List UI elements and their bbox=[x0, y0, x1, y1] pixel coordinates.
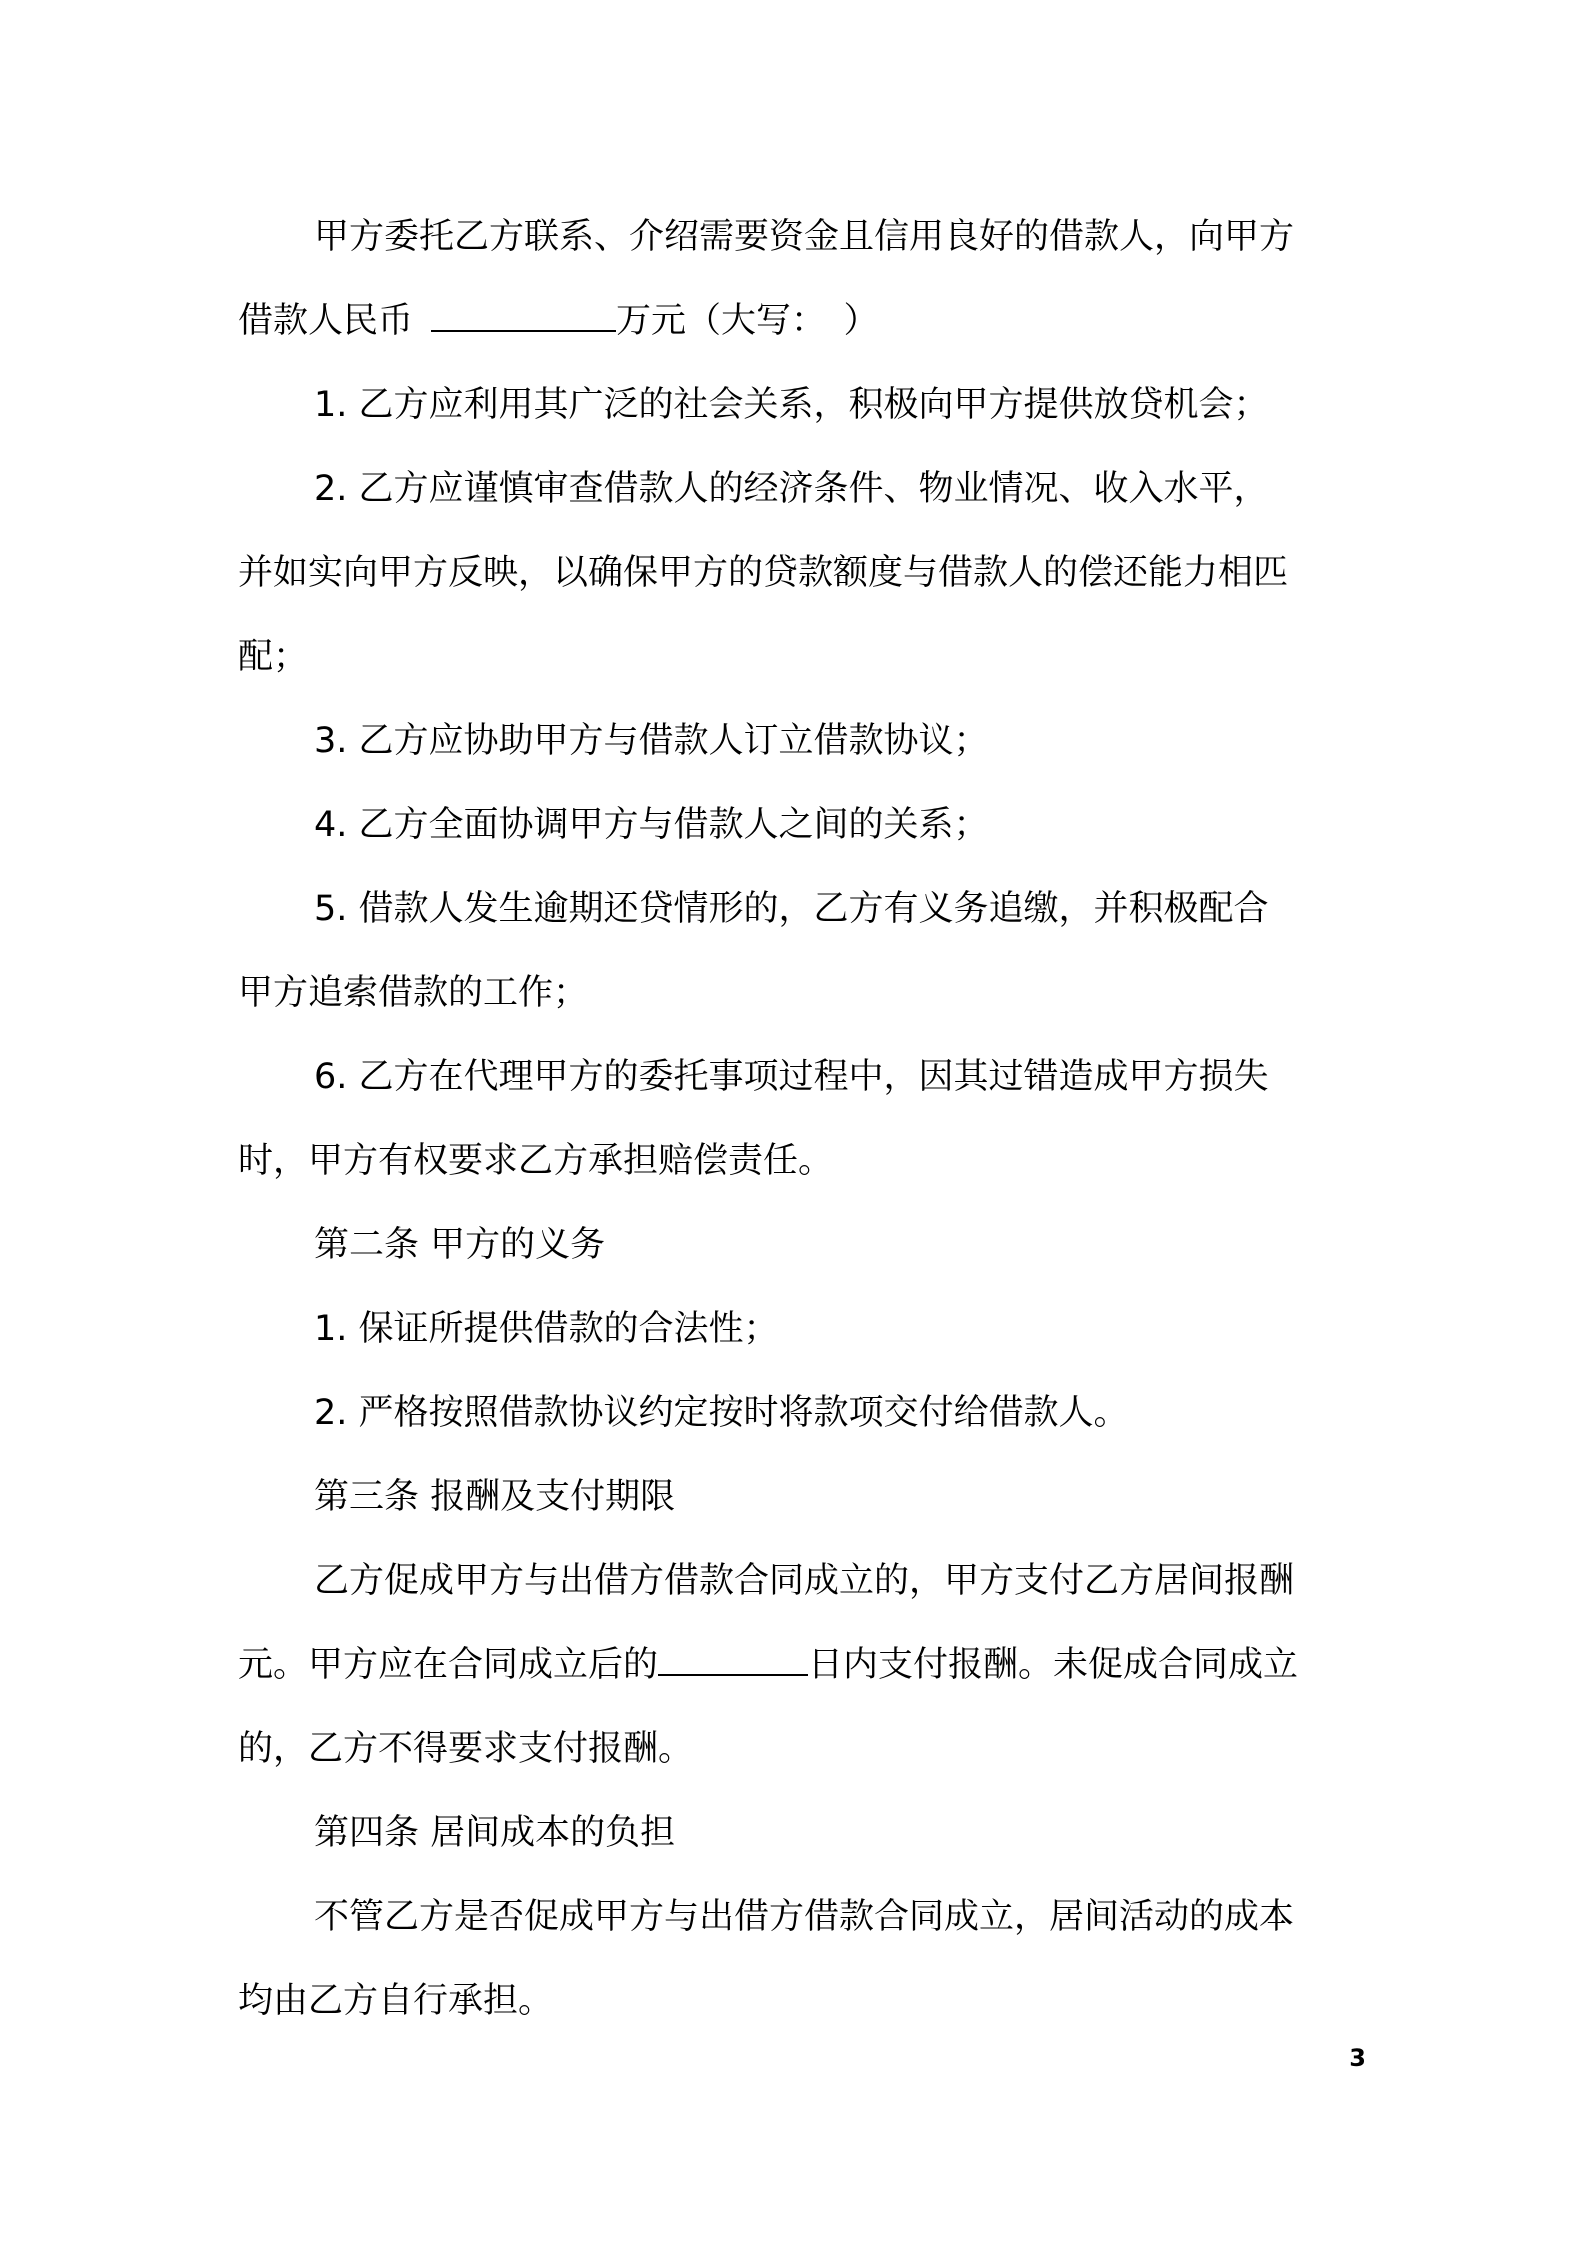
article-2-heading: 第二条 甲方的义务 bbox=[314, 1225, 606, 1265]
loan-amount-suffix: 万元（大写： ） bbox=[616, 301, 879, 341]
obligation-item-2-line-2: 并如实向甲方反映，以确保甲方的贷款额度与借款人的偿还能力相匹 bbox=[238, 553, 1289, 593]
article-4-text-line-2: 均由乙方自行承担。 bbox=[238, 1981, 554, 2021]
obligation-item-2-line-1: 2. 乙方应谨慎审查借款人的经济条件、物业情况、收入水平， bbox=[314, 469, 1269, 509]
loan-amount-line bbox=[238, 279, 1358, 363]
obligation-item-5-line-1: 5. 借款人发生逾期还贷情形的，乙方有义务追缴，并积极配合 bbox=[314, 889, 1269, 929]
article-3-text-line-2 bbox=[238, 1623, 1358, 1707]
loan-amount-blank bbox=[431, 300, 616, 332]
obligation-item-2-line-3: 配； bbox=[238, 637, 309, 677]
intro-line-1: 甲方委托乙方联系、介绍需要资金且信用良好的借款人，向甲方 bbox=[314, 217, 1295, 257]
obligation-item-4: 4. 乙方全面协调甲方与借款人之间的关系； bbox=[314, 805, 989, 845]
article-3-heading: 第三条 报酬及支付期限 bbox=[314, 1477, 676, 1517]
article-4-heading: 第四条 居间成本的负担 bbox=[314, 1813, 676, 1853]
payment-days-prefix: 元。甲方应在合同成立后的 bbox=[238, 1645, 659, 1685]
page-number: 3 bbox=[1349, 2044, 1366, 2072]
article-4-text-line-1: 不管乙方是否促成甲方与出借方借款合同成立，居间活动的成本 bbox=[314, 1897, 1295, 1937]
document-body bbox=[238, 195, 1358, 2043]
obligation-item-1: 1. 乙方应利用其广泛的社会关系，积极向甲方提供放贷机会； bbox=[314, 385, 1269, 425]
payment-days-suffix: 日内支付报酬。未促成合同成立 bbox=[808, 1645, 1299, 1685]
obligation-item-3: 3. 乙方应协助甲方与借款人订立借款协议； bbox=[314, 721, 989, 761]
obligation-item-6-line-2: 时，甲方有权要求乙方承担赔偿责任。 bbox=[238, 1141, 834, 1181]
obligation-item-5-line-2: 甲方追索借款的工作； bbox=[238, 973, 589, 1013]
article-3-text-line-1: 乙方促成甲方与出借方借款合同成立的，甲方支付乙方居间报酬 bbox=[314, 1561, 1295, 1601]
obligation-item-6-line-1: 6. 乙方在代理甲方的委托事项过程中，因其过错造成甲方损失 bbox=[314, 1057, 1269, 1097]
article-3-text-line-3: 的，乙方不得要求支付报酬。 bbox=[238, 1729, 694, 1769]
payment-days-blank bbox=[658, 1644, 808, 1676]
article-2-item-1: 1. 保证所提供借款的合法性； bbox=[314, 1309, 779, 1349]
loan-amount-prefix: 借款人民币 bbox=[238, 301, 414, 341]
article-2-item-2: 2. 严格按照借款协议约定按时将款项交付给借款人。 bbox=[314, 1393, 1129, 1433]
